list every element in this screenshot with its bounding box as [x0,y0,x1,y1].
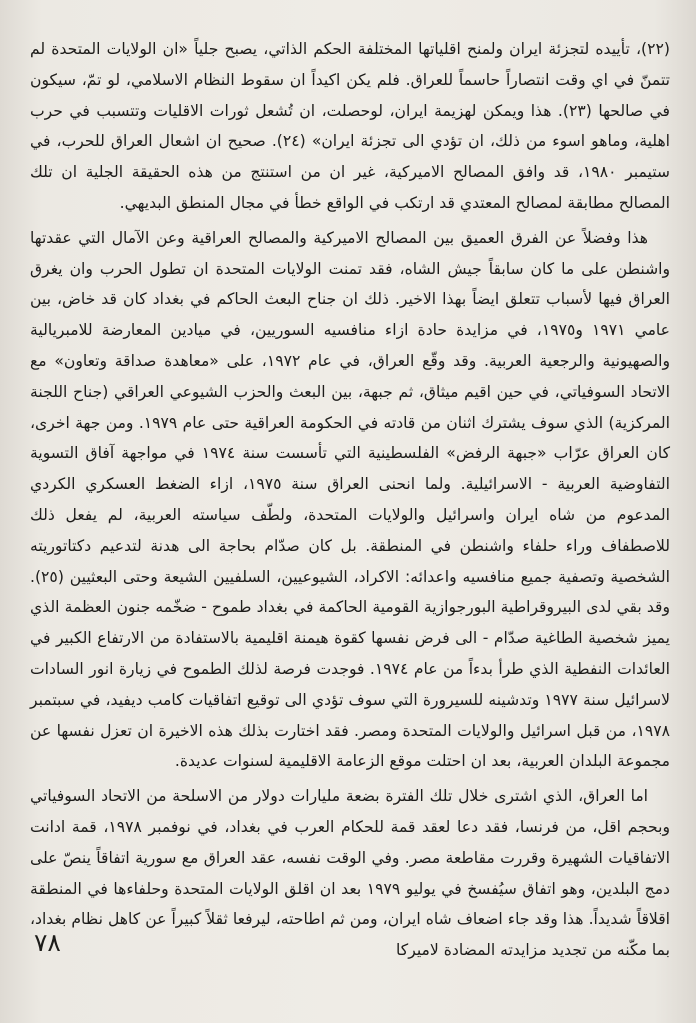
body-text [30,34,671,960]
paragraph: اما العراق، الذي اشترى خلال تلك الفترة بضعة مليارات دولار من الاسلحة من الاتحاد السوفياتي وبحجم اقل، من فرنسا، فقد دعا لعقد قمة للحكام العرب في بغداد، في نوفمبر ١٩٧٨، قمة ادانت الاتفاقيات الشهيرة وقررت مقاطعة مصر. وفي الوقت نفسه، عقد العراق مع سورية اتفاقاً ينصّ على دمج البلدين، وهو اتفاق سيُفسخ في يوليو ١٩٧٩ بعد ان اقلق الولايات المتحدة وحلفاءها في المنطقة اقلاقاً شديداً. هذا وقد جاء اضعاف شاه ايران، ومن ثم اطاحته، ليرفعا ثقلاً كبيراً عن كاهل نظام بغداد، بما مكّنه من تجديد مزايدته المضادة لاميركا [30,787,670,960]
paragraph: هذا وفضلاً عن الفرق العميق بين المصالح الاميركية والمصالح العراقية وعن الآمال التي عقدتها واشنطن على ما كان سابقاً جيش الشاه، فقد تمنت الولايات المتحدة ان تطول الحرب وان يغرق العراق فيها لأسباب تتعلق ايضاً بهذا الاخير. ذلك ان جناح البعث الحاكم في بغداد كان قد خاض، بين عامي ١٩٧١ و١٩٧٥، في مزايدة حادة ازاء منافسيه السوريين، في ميادين المعارضة للامبريالية والصهيونية والرجعية العربية. وقد وقّع العراق، في عام ١٩٧٢، على «معاهدة صداقة وتعاون» مع الاتحاد السوفياتي، في حين اقيم ميثاق، ثم جبهة، بين البعث والحزب الشيوعي العراقي (جناح اللجنة المركزية) الذي سوف يشترك اثنان من قادته في الحكومة العراقية حتى عام ١٩٧٩. ومن جهة اخرى، كان العراق عرّاب «جبهة الرفض» الفلسطينية التي تأسست سنة ١٩٧٤ في مواجهة آفاق التسوية التفاوضية العربية - الاسرائيلية. ولما انحنى العراق سنة ١٩٧٥، ازاء الضغط العسكري الكردي المدعوم من شاه ايران واسرائيل والولايات المتحدة، ولطّف سياسته العربية، لم يفعل ذلك للاصطفاف وراء حلفاء واشنطن في المنطقة. بل كان صدّام بحاجة الى هدنة لتدعيم دكتاتوريته الشخصية وتصفية جميع منافسيه واعدائه: الاكراد، الشيوعيين، السلفيين الشيعة وحتى البعثيين (٢٥). وقد بقي لدى البيروقراطية البورجوازية القومية الحاكمة في بغداد طموح - ضخّمه جنون العظمة الذي يميز شخصية الطاغية صدّام - الى فرض نفسها كقوة هيمنة اقليمية بالاستفادة من الارتفاع الكبير في العائدات النفطية الذي طرأ بدءاً من عام ١٩٧٤. فوجدت فرصة لذلك الطموح في زيارة انور السادات لاسرائيل سنة ١٩٧٧ وتدشينه للسيرورة التي سوف تؤدي الى توقيع اتفاقيات كامب ديفيد، في سبتمبر ١٩٧٨، من قبل اسرائيل والولايات المتحدة ومصر. فقد اختارت بذلك هذه الاخيرة ان تعزل نفسها عن مجموعة البلدان العربية، بعد ان احتلت موقع الزعامة الاقليمية لسنوات عديدة. [30,228,670,771]
page-number: ٧٨ [34,928,61,957]
paragraph: (٢٢)، تأييده لتجزئة ايران ولمنح اقلياتها المختلفة الحكم الذاتي، يصبح جلياً «ان الولايات المتحدة لم تتمنّ في اي وقت انتصاراً حاسماً للعراق. فلم يكن اكيداً ان سقوط النظام الاسلامي، لو تمّ، سيكون في صالحها (٢٣). هذا ويمكن لهزيمة ايران، لوحصلت، ان تُشعل ثورات الاقليات وتتسبب في حرب اهلية، وماهو اسوء من ذلك، ان تؤدي الى تجزئة ايران» (٢٤). صحيح ان اشعال العراق للحرب، في ستيمبر ١٩٨٠، قد وافق المصالح الاميركية، غير ان من استنتج من هذه الحقيقة الجلية ان تلك المصالح مطابقة لمصالح المعتدي قد ارتكب في الواقع خطأ في مجال المنطق البديهي. [30,40,671,212]
